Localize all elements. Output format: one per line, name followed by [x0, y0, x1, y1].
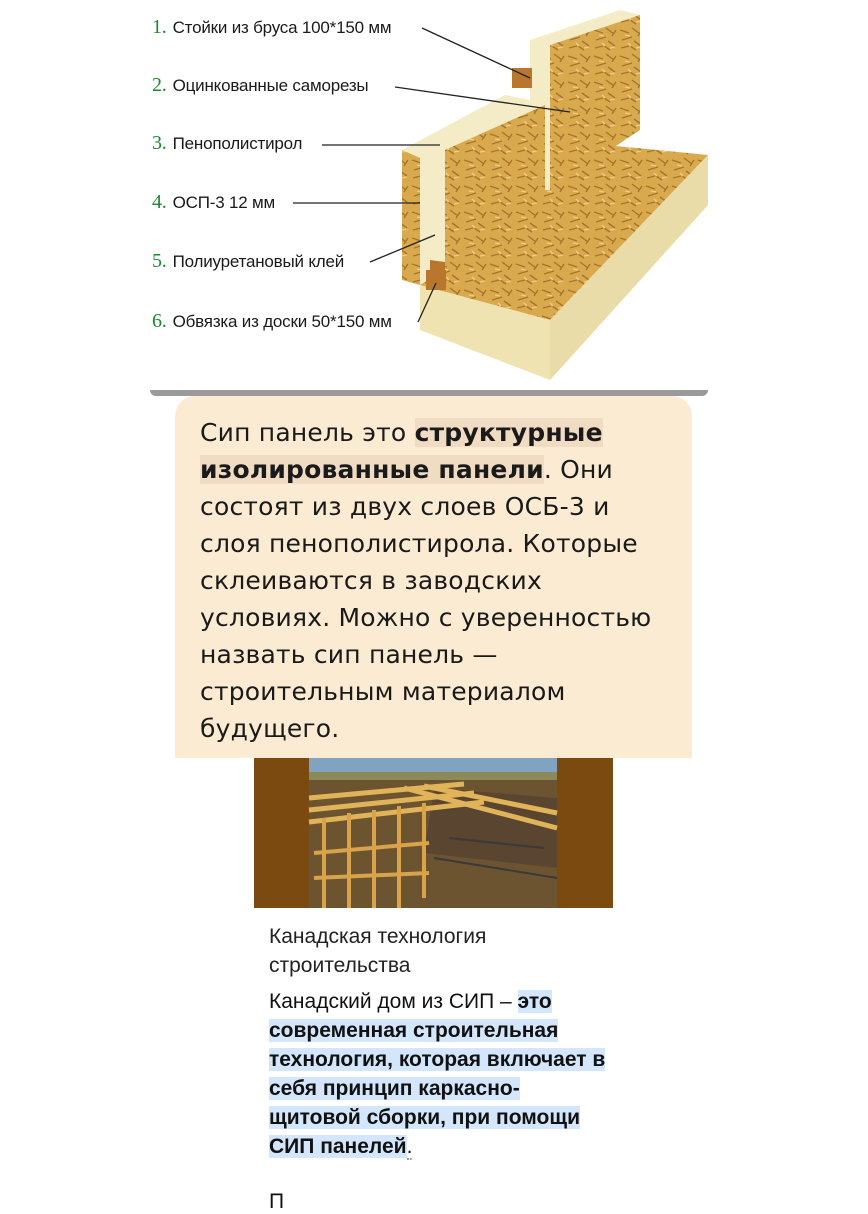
info-text-rest: . Они состоят из двух слоев ОСБ-3 и слоя пенополистирола. Которые склеиваются в заводских условиях. Можно с уверенностью назвать сип панель — строительным материалом будущего. — [200, 455, 652, 743]
article-period: . — [406, 1135, 413, 1158]
legend-label: Пенополистирол — [172, 134, 303, 153]
legend-number: 1. — [152, 16, 167, 38]
legend-number: 5. — [152, 250, 167, 272]
info-card — [175, 396, 692, 758]
info-text-intro: Сип панель это — [200, 418, 415, 447]
legend-item-foam — [152, 132, 302, 155]
legend-label: Оцинкованные саморезы — [172, 76, 369, 95]
legend-number: 6. — [152, 310, 167, 332]
legend-item-osb — [152, 191, 275, 214]
construction-photo[interactable] — [254, 758, 613, 908]
article-next-line: П — [269, 1190, 285, 1213]
legend-label: Стойки из бруса 100*150 мм — [172, 18, 392, 37]
article-highlight: это современная строительная технология, которая включает в себя принцип каркасно-щитовой сборки, при помощи СИП панелей — [269, 990, 606, 1158]
legend-label: ОСП-3 12 мм — [172, 193, 275, 212]
info-card-text — [200, 414, 670, 747]
legend-number: 3. — [152, 132, 167, 154]
legend-label: Полиуретановый клей — [172, 252, 345, 271]
sip-panel-diagram — [150, 0, 708, 396]
frame-construction-image — [254, 758, 613, 908]
legend-item-glue — [152, 250, 344, 273]
article-title[interactable]: Канадская технология строительства — [269, 925, 487, 977]
legend-number: 4. — [152, 191, 167, 213]
legend-item-board — [152, 310, 392, 333]
article-lead: Канадский дом из СИП – — [269, 990, 518, 1013]
legend-label: Обвязка из доски 50*150 мм — [172, 312, 392, 331]
legend-number: 2. — [152, 74, 167, 96]
legend-item-screws — [152, 74, 368, 97]
article-body — [269, 987, 609, 1161]
legend-item-posts — [152, 16, 391, 39]
info-text-emphasis: структурные изолированные панели — [200, 418, 603, 484]
